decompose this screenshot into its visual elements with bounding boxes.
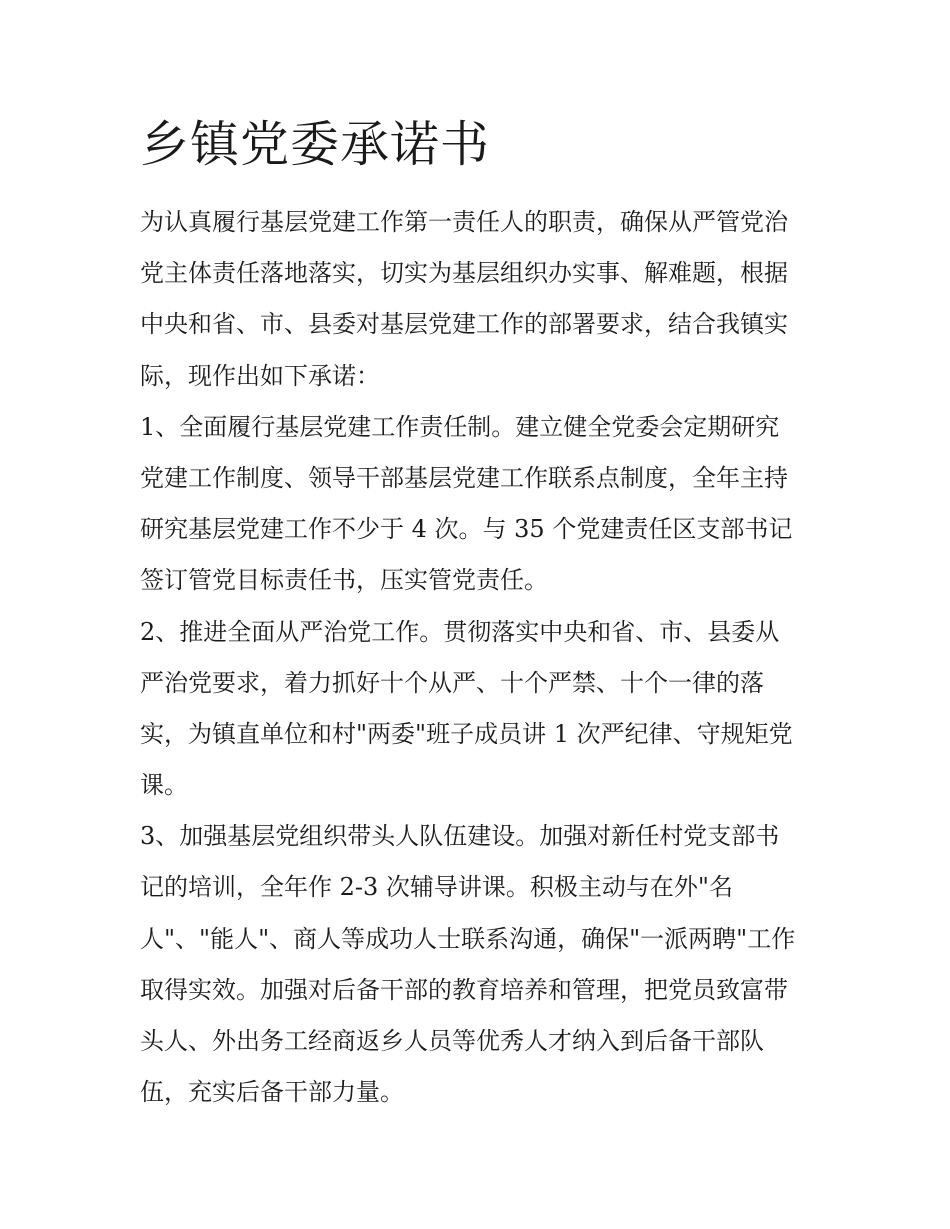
body-line-11: 实，为镇直单位和村"两委"班子成员讲 1 次严纪律、守规矩党 [140, 719, 793, 748]
body-line-13: 3、加强基层党组织带头人队伍建设。加强对新任村党支部书 [140, 822, 780, 851]
body-line-8: 签订管党目标责任书，压实管党责任。 [140, 566, 548, 595]
body-line-3: 中央和省、市、县委对基层党建工作的部署要求，结合我镇实 [140, 310, 788, 339]
body-line-17: 头人、外出务工经商返乡人员等优秀人才纳入到后备干部队 [140, 1027, 764, 1055]
body-line-14: 记的培训，全年作 2-3 次辅导讲课。积极主动与在外"名 [140, 873, 733, 902]
body-line-12: 课。 [140, 771, 188, 800]
body-line-9: 2、推进全面从严治党工作。贯彻落实中央和省、市、县委从 [140, 617, 780, 646]
body-line-18: 伍，充实后备干部力量。 [140, 1078, 404, 1107]
document-title: 乡镇党委承诺书 [140, 116, 491, 173]
body-line-15: 人"、"能人"、商人等成功人士联系沟通，确保"一派两聘"工作 [140, 924, 796, 953]
body-line-10: 严治党要求，着力抓好十个从严、十个严禁、十个一律的落 [140, 668, 764, 697]
body-line-4: 际，现作出如下承诺： [140, 361, 380, 390]
document-body [140, 197, 820, 1118]
body-line-16: 取得实效。加强对后备干部的教育培养和管理，把党员致富带 [140, 975, 788, 1004]
body-line-7: 研究基层党建工作不少于 4 次。与 35 个党建责任区支部书记 [140, 515, 793, 544]
body-line-5: 1、全面履行基层党建工作责任制。建立健全党委会定期研究 [140, 412, 780, 441]
body-line-1: 为认真履行基层党建工作第一责任人的职责，确保从严管党治 [140, 208, 788, 236]
body-line-6: 党建工作制度、领导干部基层党建工作联系点制度，全年主持 [140, 463, 788, 492]
body-line-2: 党主体责任落地落实，切实为基层组织办实事、解难题，根据 [140, 259, 788, 288]
